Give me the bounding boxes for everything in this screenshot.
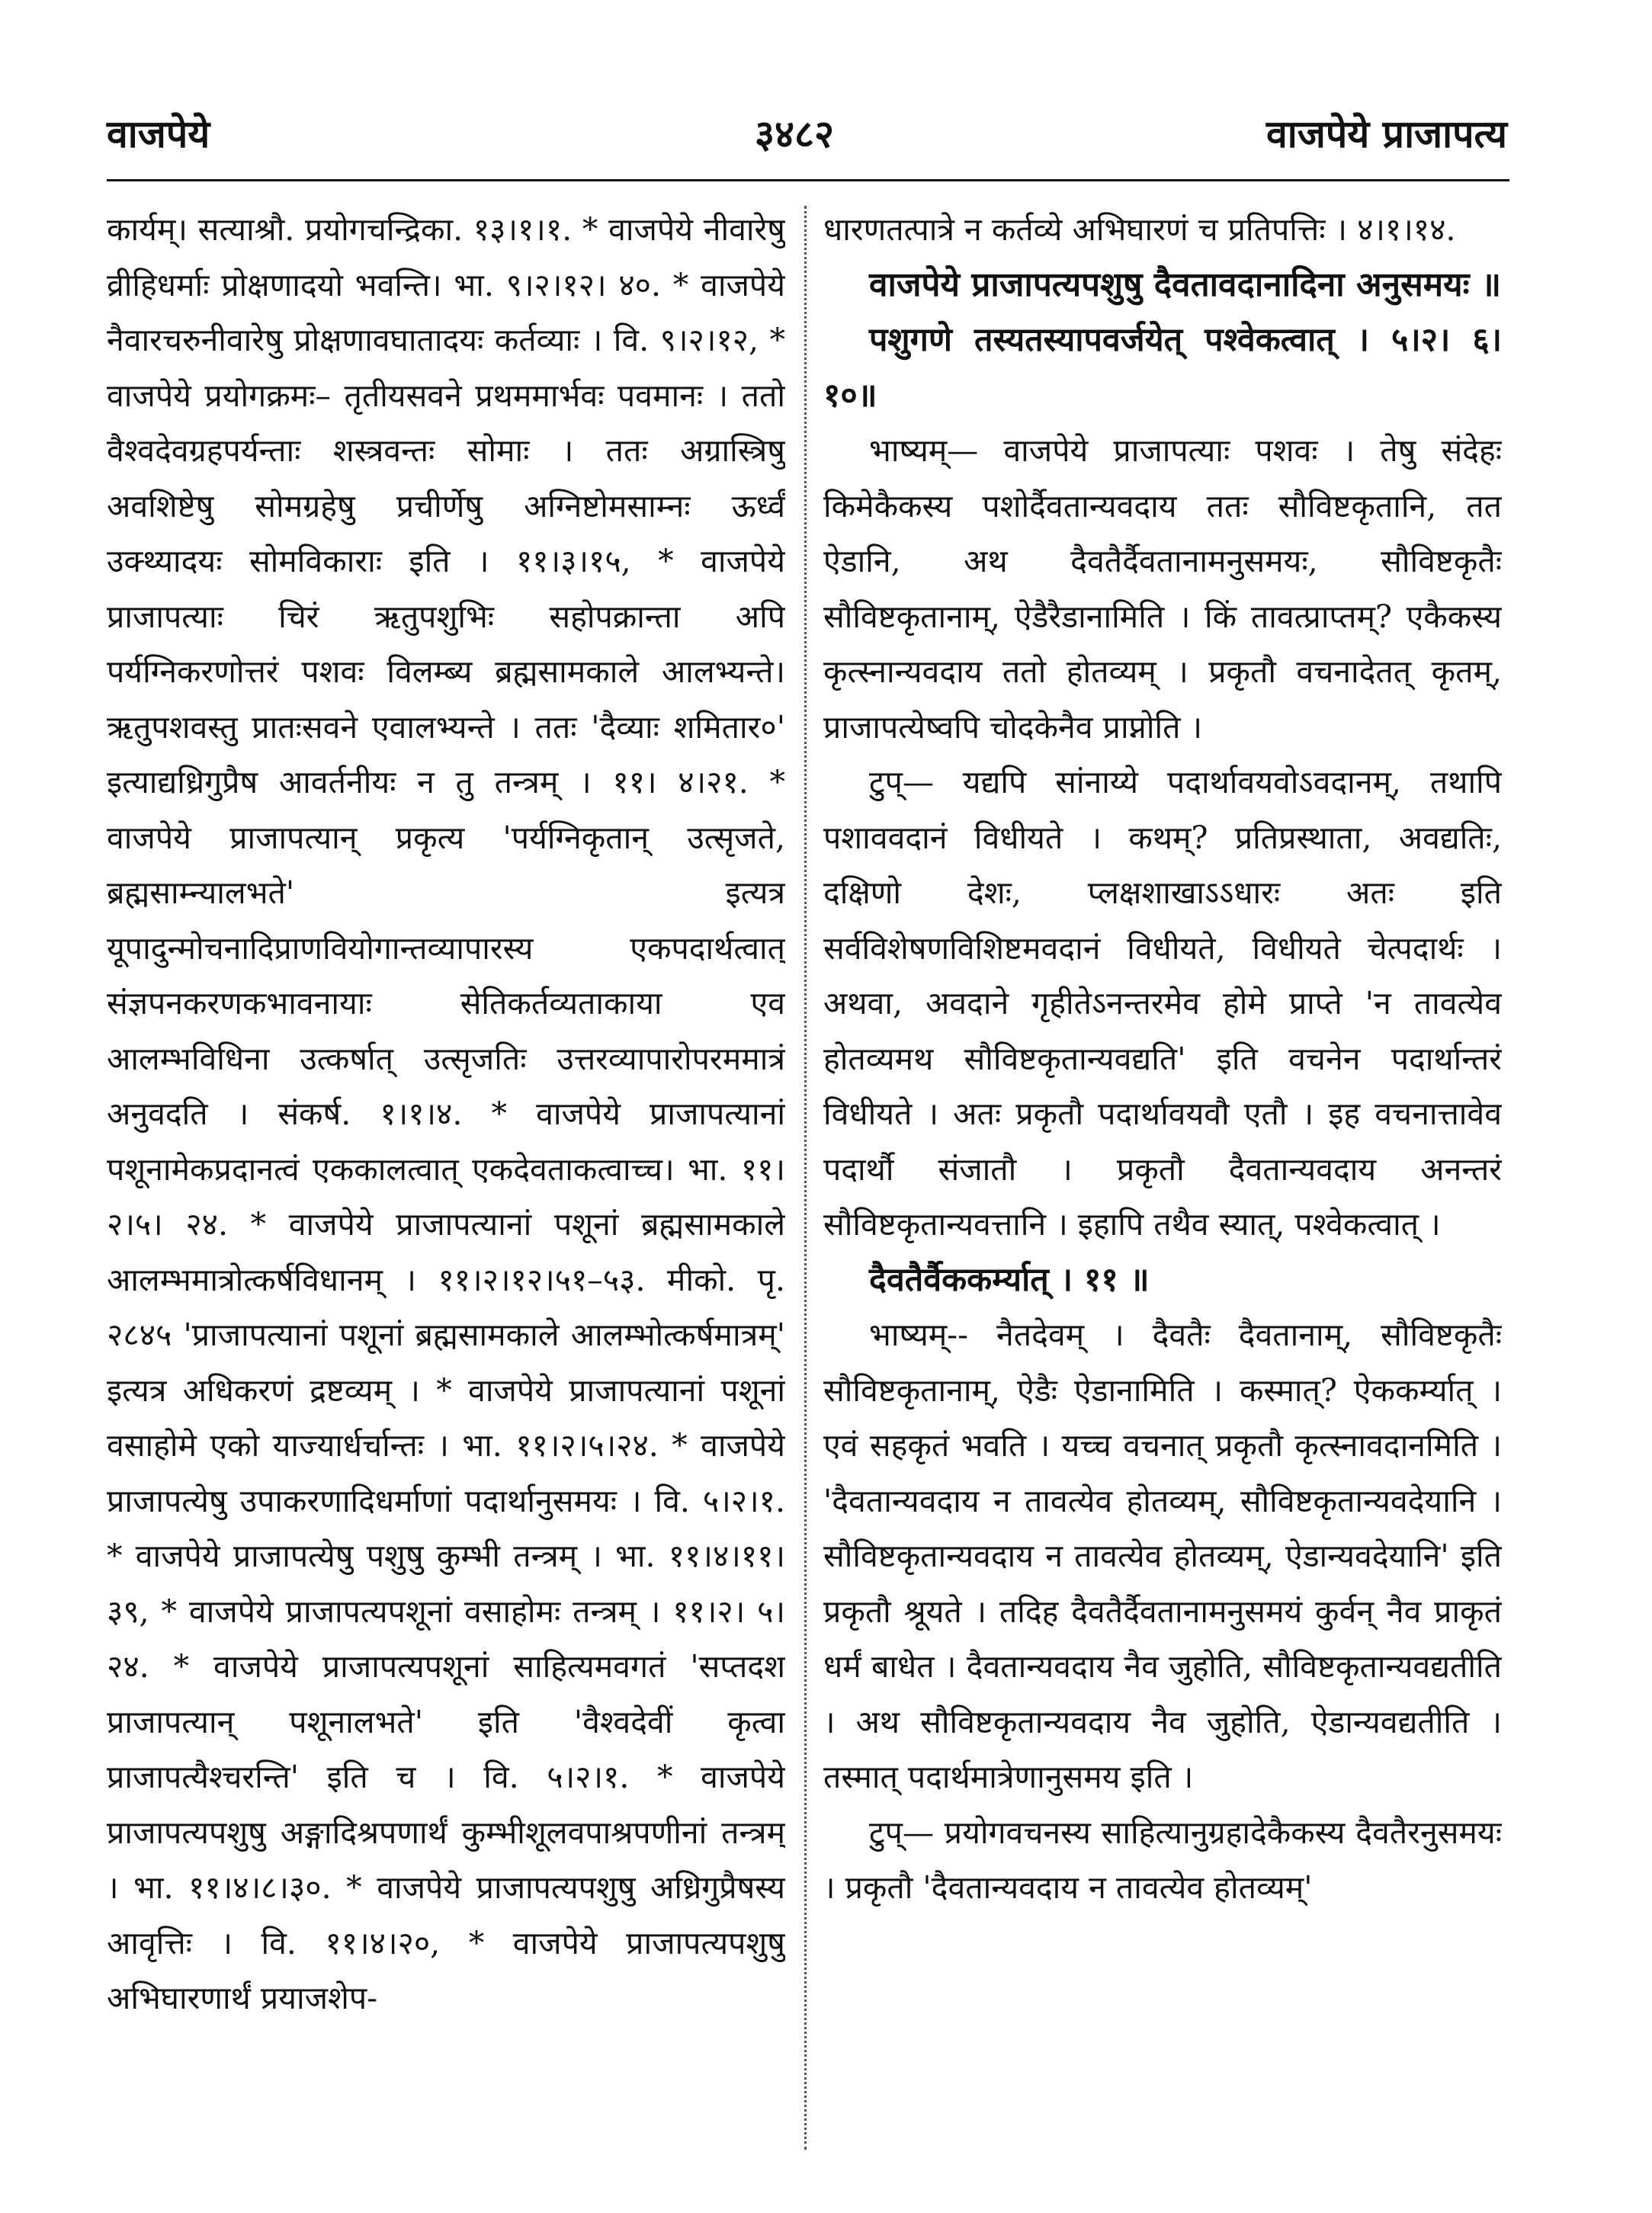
left-column-text: कार्यम्। सत्याश्रौ. प्रयोगचन्द्रिका. १३।१।१. * वाजपेये नीवारेषु व्रीहिधर्माः प्रोक्षणादयो भवन्ति। भा. ९।२।१२। ४०. * वाजपेये नैवारचरुनीवारेषु प्रोक्षणावघातादयः कर्तव्याः । वि. ९।२।१२, * वाजपेये प्रयोगक्रमः– तृतीयसवने प्रथममार्भवः पवमानः । ततो वैश्वदेवग्रहपर्यन्ताः शस्त्रवन्तः सोमाः । ततः अग्रास्त्रिषु अवशिष्टेषु सोमग्रहेषु प्रचीर्णेषु अग्निष्टोमसाम्नः ऊर्ध्वं उक्थ्यादयः सोमविकाराः इति । ११।३।१५, * वाजपेये प्राजापत्याः चिरं ऋतुपशुभिः सहोपक्रान्ता अपि पर्यग्निकरणोत्तरं पशवः विलम्ब्य ब्रह्मसामकाले आलभ्यन्ते। ऋतुपशवस्तु प्रातःसवने एवालभ्यन्ते । ततः 'दैव्याः शमितार०' इत्याद्यध्रिगुप्रैष आवर्तनीयः न तु तन्त्रम् । ११। ४।२१. * वाजपेये प्राजापत्यान् प्रकृत्य 'पर्यग्निकृतान् उत्सृजते, ब्रह्मसाम्न्यालभते' इत्यत्र यूपादुन्मोचनादिप्राणवियोगान्तव्यापारस्य एकपदार्थत्वात् संज्ञपनकरणकभावनायाः सेतिकर्तव्यताकाया एव आलम्भविधिना उत्कर्षात् उत्सृजतिः उत्तरव्यापारोपरममात्रं अनुवदति । संकर्ष. १।१।४. * वाजपेये प्राजापत्यानां पशूनामेकप्रदानत्वं एककालत्वात् एकदेवताकत्वाच्च। भा. ११।२।५। २४. * वाजपेये प्राजापत्यानां पशूनां ब्रह्मसामकाले आलम्भमात्रोत्कर्षविधानम् । ११।२।१२।५१–५३. मीको. पृ. २८४५ 'प्राजापत्यानां पशूनां ब्रह्मसामकाले आलम्भोत्कर्षमात्रम्' इत्यत्र अधिकरणं द्रष्टव्यम् । * वाजपेये प्राजापत्यानां पशूनां वसाहोमे एको याज्यार्धर्चान्तः । भा. ११।२।५।२४. * वाजपेये प्राजापत्येषु उपाकरणादिधर्माणां पदार्थानुसमयः । वि. ५।२।१. * वाजपेये प्राजापत्येषु पशुषु कुम्भी तन्त्रम् । भा. ११।४।११।३९, * वाजपेये प्राजापत्यपशूनां वसाहोमः तन्त्रम् । ११।२। ५।२४. * वाजपेये प्राजापत्यपशूनां साहित्यमवगतं 'सप्तदश प्राजापत्यान् पशूनालभते' इति 'वैश्वदेवीं कृत्वा प्राजापत्यैश्चरन्ति' इति च । वि. ५।२।१. * वाजपेये प्राजापत्यपशुषु अङ्गादिश्रपणार्थं कुम्भीशूलवपाश्रपणीनां तन्त्रम् । भा. ११।४।८।३०. * वाजपेये प्राजापत्यपशुषु अध्रिगुप्रैषस्य आवृत्तिः । वि. ११।४।२०, * वाजपेये प्राजापत्यपशुषु अभिघारणार्थं प्रयाजशेप-	[107, 211, 785, 2016]
running-head-right: वाजपेये प्राजापत्य	[1265, 111, 1507, 156]
tup-1: टुप्— यद्यपि सांनाय्ये पदार्थावयवोऽवदानम्, तथापि पशाववदानं विधीयते । कथम्? प्रतिप्रस्थाता, अवद्यतिः, दक्षिणो देशः, प्लक्षशाखाऽऽधारः अतः इति सर्वविशेषणविशिष्टमवदानं विधीयते, विधीयते चेत्पदार्थः । अथवा, अवदाने गृहीतेऽनन्तरमेव होमे प्राप्ते 'न तावत्येव होतव्यमथ सौविष्टकृतान्यवद्यति' इति वचनेन पदार्थान्तरं विधीयते । अतः प्रकृतौ पदार्थावयवौ एतौ । इह वचनात्तावेव पदार्थौ संजातौ । प्रकृतौ दैवतान्यवदाय अनन्तरं सौविष्टकृतान्यवत्तानि । इहापि तथैव स्यात्, पश्वेकत्वात् ।	[823, 764, 1502, 1243]
sutra-2: दैवतैर्वैककर्म्यात् । ११ ॥	[869, 1260, 1150, 1299]
sutra-1: पशुगणे तस्यतस्यापवर्जयेत् पश्वेकत्वात् । ५।२। ६।१०॥	[823, 321, 1502, 415]
header-rule	[107, 179, 1509, 181]
left-column	[107, 202, 785, 2169]
bhashya-2: भाष्यम्-- नैतदेवम् । दैवतैः दैवतानाम्, सौविष्टकृतैः सौविष्टकृतानाम्, ऐडैः ऐडानामिति । कस्मात्? ऐककर्म्यात् । एवं सहकृतं भवति । यच्च वचनात् प्रकृतौ कृत्स्नावदानमिति । 'दैवतान्यवदाय न तावत्येव होतव्यम्, सौविष्टकृतान्यवदेयानि । सौविष्टकृतान्यवदाय न तावत्येव होतव्यम्, ऐडान्यवदेयानि' इति प्रकृतौ श्रूयते । तदिह दैवतैर्दैवतानामनुसमयं कुर्वन् नैव प्राकृतं धर्मं बाधेत । दैवतान्यवदाय नैव जुहोति, सौविष्टकृतान्यवद्यतीति । अथ सौविष्टकृतान्यवदाय नैव जुहोति, ऐडान्यवद्यतीति । तस्मात् पदार्थमात्रेणानुसमय इति ।	[823, 1317, 1502, 1795]
right-intro: धारणतत्पात्रे न कर्तव्ये अभिघारणं च प्रतिपत्तिः । ४।१।१४.	[823, 211, 1456, 248]
running-head-left: वाजपेये	[107, 111, 210, 156]
section-heading: वाजपेये प्राजापत्यपशुषु दैवतावदानादिना अनुसमयः ॥	[869, 265, 1502, 304]
bhashya-1: भाष्यम्— वाजपेये प्राजापत्याः पशवः । तेषु संदेहः किमेकैकस्य पशोर्दैवतान्यवदाय ततः सौविष्टकृतानि, तत ऐडानि, अथ दैवतैर्दैवतानामनुसमयः, सौविष्टकृतैः सौविष्टकृतानाम्, ऐडैरैडानामिति । किं तावत्प्राप्तम्? एकैकस्य कृत्स्नान्यवदाय ततो होतव्यम् । प्रकृतौ वचनादेतत् कृतम्, प्राजापत्येष्वपि चोदकेनैव प्राप्नोति ।	[823, 432, 1502, 746]
right-column	[823, 202, 1502, 2169]
page-number: ३४८२	[755, 111, 834, 156]
tup-2: टुप्— प्रयोगवचनस्य साहित्यानुग्रहादेकैकस्य दैवतैरनुसमयः । प्रकृतौ 'दैवतान्यवदाय न तावत्येव होतव्यम्'	[823, 1814, 1502, 1906]
page-header	[99, 107, 1507, 168]
column-divider	[804, 206, 807, 2150]
